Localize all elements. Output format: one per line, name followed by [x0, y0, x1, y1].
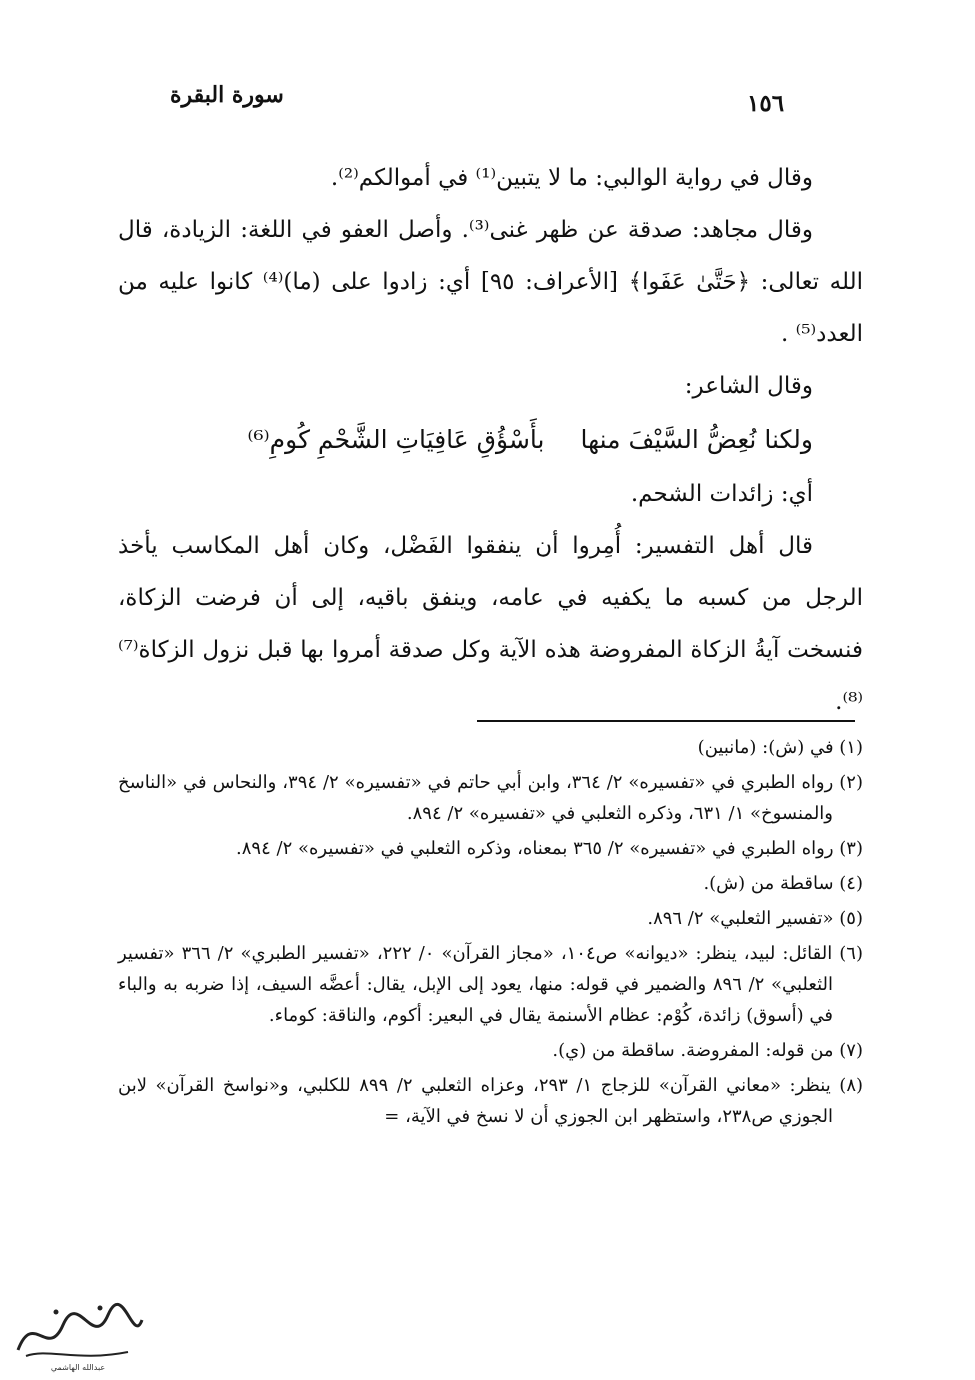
- paragraph-mujahid: وقال مجاهد: صدقة عن ظهر غنى⁽³⁾. وأصل العفو في اللغة: الزيادة، قال الله تعالى: ﴿حَتَّىٰ عَفَوا﴾ [الأعراف: ٩٥] أي: زادوا على (ما)⁽⁴⁾ كانوا عليه من العدد⁽⁵⁾ .: [118, 217, 863, 347]
- verse-second-hemistich: بأَسْؤُقِ عَافِيَاتِ الشَّحْمِ كُومِ⁽⁶⁾: [247, 425, 545, 454]
- page-number: ١٥٦: [747, 90, 785, 117]
- footnote-2: (٢) رواه الطبري في «تفسيره» ٢/ ٣٦٤، وابن أبي حاتم في «تفسيره» ٢/ ٣٩٤، والنحاس في «الناسخ والمنسوخ» ١/ ٦٣١، وذكره الثعلبي في «تفسيره» ٢/ ٨٩٤.: [118, 772, 863, 824]
- poet-intro: وقال الشاعر:: [684, 373, 813, 399]
- verse-gloss: أي: زائدات الشحم.: [630, 481, 813, 507]
- footnote-4: (٤) ساقطة من (ش).: [703, 873, 863, 894]
- footnote-6: (٦) القائل: لبيد، ينظر: «ديوانه» ص١٠٤، «مجاز القرآن» ٠/ ٢٢٢، «تفسير الطبري» ٢/ ٣٦٦ «تفسير الثعلبي» ٢/ ٨٩٦ والضمير في قوله: منها، يعود إلى الإبل، يقال: أعضَّه السيف، إذا ضربه به والباء في (أسوق) زائدة، كُوْم: عظام الأسنمة يقال في البعير: أكوم، والناقة: كوماء.: [118, 943, 863, 1026]
- footnote-1: (١) في (ش): (مانبين): [697, 737, 863, 758]
- footnote-7: (٧) من قوله: المفروضة. ساقطة من (ي).: [552, 1040, 863, 1061]
- footnote-5: (٥) «تفسير الثعلبي» ٢/ ٨٩٦.: [647, 908, 863, 929]
- calligraphy-watermark-logo: [8, 1290, 148, 1374]
- verse-first-hemistich: ولكنا نُعِضُّ السَّيْفَ منها: [580, 425, 813, 454]
- footnote-3: (٣) رواه الطبري في «تفسيره» ٢/ ٣٦٥ بمعناه، وذكره الثعلبي في «تفسيره» ٢/ ٨٩٤.: [236, 838, 863, 859]
- footnotes: [118, 732, 863, 1136]
- watermark-small-text: عبدالله الهاشمي: [50, 1363, 106, 1372]
- footnote-8: (٨) ينظر: «معاني القرآن» للزجاج ١/ ٢٩٣، وعزاه الثعلبي ٢/ ٨٩٩ للكلبي، و«نواسخ القرآن» لابن الجوزي ص٢٣٨، واستظهر ابن الجوزي أن لا نسخ في الآية، =: [118, 1075, 864, 1127]
- line-walibi: وقال في رواية الوالبي: ما لا يتبين⁽¹⁾ في أموالكم⁽²⁾.: [330, 165, 813, 191]
- footnote-divider: [477, 720, 855, 722]
- main-text: [118, 152, 863, 728]
- poetry-verse: [118, 412, 863, 468]
- paragraph-tafsir: قال أهل التفسير: أُمِروا أن ينفقوا الفَضْل، وكان أهل المكاسب يأخذ الرجل من كسبه ما يكفيه في عامه، وينفق باقيه، إلى أن فرضت الزكاة، فنسخت آيةُ الزكاة المفروضة هذه الآية وكل صدقة أمروا بها قبل نزول الزكاة⁽⁷⁾⁽⁸⁾.: [118, 533, 863, 715]
- surah-title: سورة البقرة: [170, 82, 284, 108]
